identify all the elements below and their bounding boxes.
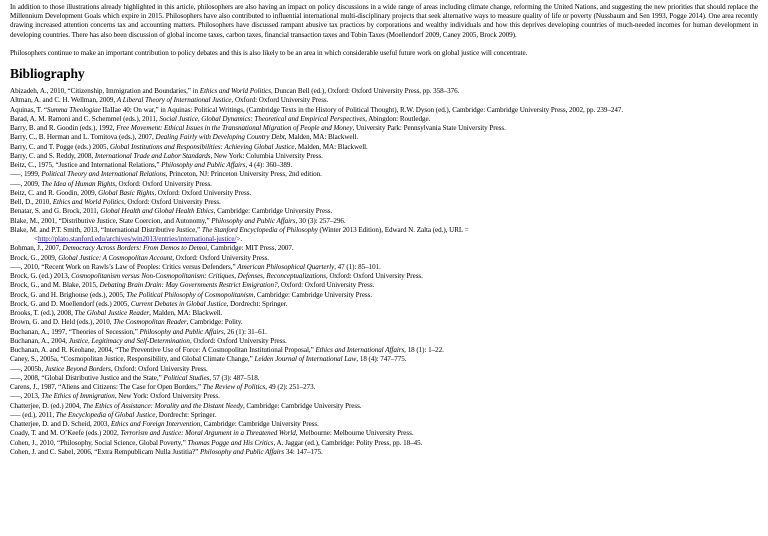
bibliography-entry — [10, 180, 758, 189]
body-paragraph: Philosophers continue to make an important contribution to policy debates and this is also likely to be an area in which considerable useful future work on global justice will concentrate. — [10, 48, 528, 57]
entry-text: (Winter 2013 Edition), Edward N. Zalta (ed.), URL = — [317, 225, 469, 234]
entry-text: , 57 (3): 487–518. — [209, 373, 260, 382]
entry-text: , Dordrecht: Springer. — [155, 410, 217, 419]
entry-text: , Oxford: Oxford University Press. — [115, 179, 212, 188]
entry-text: Benatar, S. and G. Brock, 2011, — [10, 207, 101, 216]
entry-text: , 18 (1): 1–22. — [404, 346, 444, 355]
entry-text: Coady, T. and M. O’Keefe (eds.) 2002, — [10, 429, 121, 438]
entry-title: The Global Justice Reader — [74, 309, 150, 318]
entry-text: , 49 (2): 251–273. — [265, 383, 316, 392]
bibliography-list — [10, 87, 758, 457]
bibliography-entry — [10, 309, 758, 318]
bibliography-entry — [10, 318, 758, 327]
entry-text: Beitz, C., 1975, “Justice and International Relations,” — [10, 161, 162, 170]
entry-text: Barry, B. and R. Goodin (eds.), 1992, — [10, 124, 117, 133]
entry-text: , Cambridge: Cambridge University Press. — [200, 420, 319, 429]
entry-text: IIaIIae 40: On war,” in Aquinas: Political Writings, (Cambridge Texts in the History of Political Thought), R.W. Dyson (ed.), Cambridge: Cambridge University Press, 2002, pp. 239–247. — [100, 105, 624, 114]
entry-text: –––, 2013, — [10, 392, 42, 401]
bibliography-entry — [10, 143, 758, 152]
entry-text: Altman, A. and C. H. Wellman, 2009, — [10, 96, 117, 105]
entry-text: , Oxford: Oxford University Press. — [231, 96, 329, 105]
bibliography-entry — [10, 346, 758, 355]
entry-title: Social Justice, Global Dynamics: Theoretical and Empirical Perspectives — [159, 114, 366, 123]
entry-title: Political Studies — [163, 373, 210, 382]
entry-text: , Oxford: Oxford University Press. — [123, 198, 221, 207]
bibliography-entry — [10, 226, 758, 235]
entry-text: Cohen, J. and C. Sabel, 2006, “Extra Rempublicam Nulla Justitia?” — [10, 447, 200, 456]
body-paragraph: In addition to those illustrations already highlighted in this article, philosophers are also having an impact on policy discussions in a wide range of areas including climate change, reforming the United Nations, and suggesting the new priorities that should replace the Millennium Development Goals which expire in 2015. Philosophers have also contributed to influential international multi-disciplinary projects that seek alternative ways to measure quality of life or poverty (Nussbaum and Sen 1993, Pogge 2014). One area recently drawing increased attention concerns tax and accounting matters. Philosophers have discussed rampant abusive tax practices by corporations and wealthy individuals and how this deprives developing countries of much-needed incomes for human development in developing countries. There has also been discussion of global income taxes, carbon taxes, financial transaction taxes and Tobin Taxes (Moellendorf 2009, Caney 2005, Brock 2009). — [10, 3, 758, 39]
entry-text: , 4 (4): 360–389. — [245, 161, 293, 170]
entry-text: Barad, A. M. Ramoni and C. Schemmel (eds.), 2011, — [10, 114, 160, 123]
entry-text: , Cambridge: Cambridge University Press. — [213, 207, 333, 216]
entry-text: , 47 (1): 85–101. — [334, 262, 381, 271]
entry-title: Philosophy and Public Affairs — [139, 327, 224, 336]
entry-text: , Cambridge: Cambridge University Press. — [242, 401, 362, 410]
entry-title: Political Theory and International Relations — [41, 170, 166, 179]
bibliography-entry — [10, 217, 758, 226]
entry-text: Bell, D., 2010, — [10, 198, 53, 207]
entry-text: Blake, M., 2001, “Distributive Justice, State Coercion, and Autonomy,” — [10, 216, 212, 225]
bibliography-entry — [10, 235, 758, 244]
entry-text: Caney, S., 2005a, “Cosmopolitan Justice, Responsibility, and Global Climate Change,” — [10, 355, 255, 364]
entry-title: The Review of Politics — [202, 383, 266, 392]
entry-text: , Cambridge: MIT Press, 2007. — [207, 244, 294, 253]
entry-title: Ethics and World Politics — [52, 198, 124, 207]
entry-title: The Encyclopedia of Global Justice — [55, 410, 156, 419]
entry-title: Justice Beyond Borders — [44, 364, 111, 373]
entry-title: Ethics and International Affairs — [315, 346, 405, 355]
entry-title: Cosmopolitanism versus Non-Cosmopolitanism: Critiques, Defenses, Reconceptualizations — [71, 272, 327, 281]
bibliography-entry — [10, 124, 758, 133]
entry-text: , Princeton, NJ: Princeton University Press, 2nd edition. — [165, 170, 322, 179]
entry-title: Thomas Pogge and His Critics — [187, 438, 274, 447]
entry-text: Buchanan, A., 1997, “Theories of Secession,” — [10, 327, 140, 336]
entry-text: , Abingdon: Routledge. — [365, 114, 431, 123]
entry-title: Global Basic Rights — [98, 188, 155, 197]
bibliography-entry — [10, 402, 758, 411]
entry-text: Barry, C. and T. Pogge (eds.) 2005, — [10, 142, 110, 151]
bibliography-entry — [10, 133, 758, 142]
entry-text: , Oxford: Oxford University Press. — [326, 272, 423, 281]
entry-text: , Oxford: Oxford University Press. — [189, 336, 287, 345]
entry-title: Terrorism and Justice: Moral Argument in a Threatened World — [120, 429, 296, 438]
entry-title: The Idea of Human Rights — [41, 179, 116, 188]
bibliography-entry — [10, 254, 758, 263]
bibliography-entry — [10, 198, 758, 207]
entry-text: Chatterjee, D. (ed.) 2004, — [10, 401, 83, 410]
bibliography-entry — [10, 291, 758, 300]
entry-title: Ethics and Foreign Intervention — [110, 420, 201, 429]
bibliography-entry — [10, 439, 758, 448]
bibliography-entry — [10, 411, 758, 420]
entry-title: American Philosophical Quarterly — [237, 262, 335, 271]
entry-title: The Ethics of Assistance: Morality and the Distant Needy — [82, 401, 243, 410]
entry-title: Summa Theologiae — [46, 105, 101, 114]
entry-text: –––, 2008, “Global Distributive Justice and the State,” — [10, 373, 164, 382]
entry-text: , Oxford: Oxford University Press. — [154, 188, 252, 197]
entry-title: Free Movement: Ethical Issues in the Transnational Migration of People and Money — [116, 124, 353, 133]
entry-title: Debating Brain Drain: May Governments Restrict Emigration? — [99, 281, 278, 290]
entry-text: ––– (ed.), 2011, — [10, 410, 56, 419]
bibliography-entry — [10, 272, 758, 281]
entry-text: Cohen, J., 2010, “Philosophy, Social Science, Global Poverty,” — [10, 438, 188, 447]
entry-text: Chatterjee, D. and D. Scheid, 2003, — [10, 420, 111, 429]
bibliography-entry — [10, 263, 758, 272]
bibliography-entry — [10, 152, 758, 161]
bibliography-entry — [10, 355, 758, 364]
bibliography-entry — [10, 207, 758, 216]
bibliography-entry — [10, 448, 758, 457]
entry-text: , Melbourne: Melbourne University Press. — [295, 429, 414, 438]
entry-title: Dealing Fairly with Developing Country Debt — [155, 133, 285, 142]
entry-title: International Trade and Labor Standards — [94, 151, 211, 160]
entry-title: Justice, Legitimacy and Self-Determination — [68, 336, 190, 345]
entry-text: Buchanan, A., 2004, — [10, 336, 69, 345]
entry-text: Blake, M. and P.T. Smith, 2013, “International Distributive Justice,” — [10, 225, 202, 234]
entry-text: , A. Jaggar (ed.), Cambridge: Polity Press, pp. 18–45. — [273, 438, 423, 447]
entry-text: Abizadeh, A., 2010, “Citizenship, Immigration and Boundaries,” in — [10, 87, 200, 96]
entry-title: Philosophy and Public Affairs — [211, 216, 296, 225]
bibliography-entry — [10, 392, 758, 401]
bibliography-entry — [10, 87, 758, 96]
entry-title: Philosophy and Public Affairs — [161, 161, 246, 170]
entry-text: , Malden, MA: Blackwell. — [294, 142, 368, 151]
bibliography-entry — [10, 337, 758, 346]
bibliography-entry — [10, 383, 758, 392]
entry-text: , 30 (3): 257–296. — [295, 216, 346, 225]
entry-text: , Oxford: Oxford University Press. — [172, 253, 270, 262]
entry-title: The Cosmopolitan Reader — [113, 318, 187, 327]
entry-text: Aquinas, T. “ — [10, 105, 47, 114]
bibliography-entry — [10, 365, 758, 374]
bibliography-entry — [10, 374, 758, 383]
entry-text: , Oxford: Oxford University Press. — [110, 364, 208, 373]
bibliography-entry — [10, 281, 758, 290]
bibliography-entry — [10, 96, 758, 105]
entry-text: , New York: Columbia University Press. — [210, 151, 323, 160]
entry-text: Brock, G. and H. Brighouse (eds.), 2005, — [10, 290, 127, 299]
bibliography-entry — [10, 420, 758, 429]
entry-text: Brock, G. and D. Moellendorf (eds.) 2005, — [10, 299, 131, 308]
bibliography-entry — [10, 300, 758, 309]
entry-text: Barry, C., B. Herman and L. Tomitova (eds.), 2007, — [10, 133, 156, 142]
entry-text: >. — [236, 235, 243, 244]
entry-text: Brock, G., and M. Blake, 2015, — [10, 281, 100, 290]
entry-title: The Political Philosophy of Cosmopolitanism — [126, 290, 254, 299]
entry-title: Philosophy and Public Affairs — [199, 447, 285, 456]
entry-text: , Oxford: Oxford University Press. — [277, 281, 375, 290]
bibliography-entry — [10, 189, 758, 198]
entry-text: Beitz, C. and R. Goodin, 2009, — [10, 188, 99, 197]
bibliography-entry — [10, 170, 758, 179]
entry-title: The Ethics of Immigration — [41, 392, 115, 401]
entry-text: , Cambridge: Polity. — [186, 318, 243, 327]
entry-title: Ethics and World Politics — [199, 87, 271, 96]
bibliography-entry — [10, 328, 758, 337]
entry-title: Global Justice: A Cosmopolitan Account — [58, 253, 173, 262]
bibliography-heading: Bibliography — [10, 66, 85, 82]
entry-text: –––, 1999, — [10, 170, 42, 179]
entry-text: Brock, G. (ed.) 2013, — [10, 272, 72, 281]
entry-text: , University Park: Pennsylvania State University Press. — [352, 124, 506, 133]
bibliography-entry — [10, 161, 758, 170]
bibliography-entry — [10, 429, 758, 438]
entry-text: 34: 147–175. — [284, 447, 323, 456]
entry-text: , New York: Oxford University Press. — [114, 392, 220, 401]
entry-title: Global Institutions and Responsibilities: Achieving Global Justice — [109, 142, 295, 151]
sep-archive-link[interactable]: http://plato.stanford.edu/archives/win2013/entries/international-justice/ — [37, 235, 237, 244]
entry-text: Brooks, T. (ed.), 2008, — [10, 309, 75, 318]
entry-text: , Dordrecht: Springer. — [226, 299, 288, 308]
entry-text: , Malden, MA: Blackwell. — [149, 309, 223, 318]
entry-text: , Cambridge: Cambridge University Press. — [253, 290, 373, 299]
entry-text: < — [34, 235, 38, 244]
entry-text: Brown, G. and D. Held (eds.), 2010, — [10, 318, 114, 327]
entry-title: Current Debates in Global Justice — [130, 299, 227, 308]
entry-text: , 18 (4): 747–775. — [356, 355, 407, 364]
entry-text: , 26 (1): 31–61. — [223, 327, 267, 336]
entry-text: , Malden, MA: Blackwell. — [284, 133, 359, 142]
entry-title: Leiden Journal of International Law — [254, 355, 357, 364]
entry-title: Global Health and Global Health Ethics — [100, 207, 214, 216]
entry-text: , Duncan Bell (ed.), Oxford: Oxford University Press, pp. 358–376. — [270, 87, 460, 96]
entry-text: Bohman, J., 2007, — [10, 244, 63, 253]
entry-text: –––, 2010, “Recent Work on Rawls’s Law of Peoples: Critics versus Defenders,” — [10, 262, 238, 271]
bibliography-entry — [10, 115, 758, 124]
bibliography-entry — [10, 106, 758, 115]
entry-title: Democracy Across Borders: From Demos to Demoi — [62, 244, 208, 253]
entry-text: Barry, C. and S. Reddy, 2008, — [10, 151, 95, 160]
entry-text: Carens, J., 1987, “Aliens and Citizens: The Case for Open Borders,” — [10, 383, 203, 392]
entry-title: A Liberal Theory of International Justice — [116, 96, 232, 105]
entry-text: –––, 2009, — [10, 179, 42, 188]
entry-text: Brock, G., 2009, — [10, 253, 59, 262]
entry-title: The Stanford Encyclopedia of Philosophy — [201, 225, 318, 234]
bibliography-entry — [10, 244, 758, 253]
entry-text: Buchanan, A. and R. Keohane, 2004, “The Preventive Use of Force: A Cosmopolitan Institutional Proposal,” — [10, 346, 316, 355]
entry-text: –––, 2005b, — [10, 364, 45, 373]
